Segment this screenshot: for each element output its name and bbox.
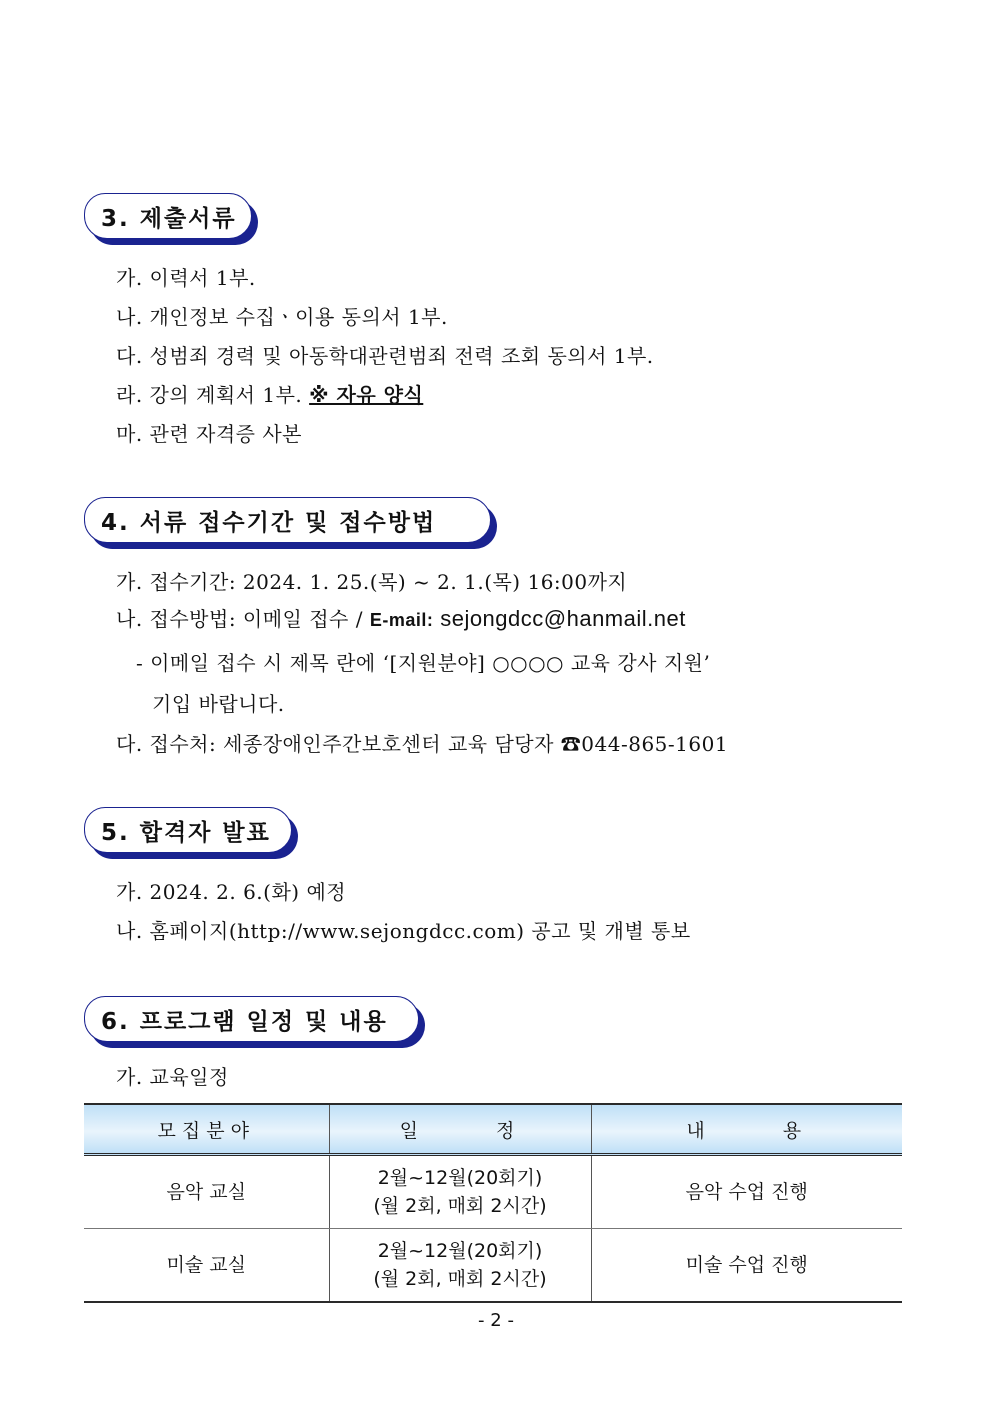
section-6-heading xyxy=(84,996,425,1048)
section-5-heading xyxy=(84,807,298,859)
list-item: 다. 성범죄 경력 및 아동학대관련범죄 전력 조회 동의서 1부. xyxy=(116,344,654,368)
table-row xyxy=(84,1229,902,1303)
email-label: E-mail: xyxy=(369,610,434,630)
list-item xyxy=(116,379,423,408)
section-4-title: 4. 서류 접수기간 및 접수방법 xyxy=(84,497,491,543)
contact-info: 다. 접수처: 세종장애인주간보호센터 교육 담당자 ☎044-865-1601 xyxy=(116,732,729,756)
section-6-title: 6. 프로그램 일정 및 내용 xyxy=(84,996,419,1042)
schedule-frequency: (월 2회, 매회 2시간) xyxy=(373,1268,547,1290)
email-subject-note-cont: 기입 바랍니다. xyxy=(152,692,285,716)
section-4-heading xyxy=(84,497,497,549)
header-field: 모집분야 xyxy=(84,1104,329,1155)
cell-schedule xyxy=(329,1229,591,1303)
header-content: 내 용 xyxy=(591,1104,902,1155)
email-address[interactable]: sejongdcc@hanmail.net xyxy=(440,606,686,631)
list-item: 가. 이력서 1부. xyxy=(116,266,256,290)
cell-field: 음악 교실 xyxy=(84,1155,329,1229)
list-item: 나. 홈페이지(http://www.sejongdcc.com) 공고 및 개별 통보 xyxy=(116,919,691,943)
schedule-frequency: (월 2회, 매회 2시간) xyxy=(373,1195,547,1217)
receipt-method xyxy=(116,603,686,632)
email-subject-note: - 이메일 접수 시 제목 란에 ‘[지원분야] ○○○○ 교육 강사 지원’ xyxy=(136,651,711,675)
table-header-row xyxy=(84,1104,902,1155)
cell-content: 음악 수업 진행 xyxy=(591,1155,902,1229)
schedule-subheading: 가. 교육일정 xyxy=(116,1065,229,1089)
table-row xyxy=(84,1155,902,1229)
method-prefix: 나. 접수방법: 이메일 접수 / xyxy=(116,607,370,631)
page-number: - 2 - xyxy=(478,1310,514,1331)
list-item: 나. 개인정보 수집ㆍ이용 동의서 1부. xyxy=(116,305,448,329)
list-item-text: 라. 강의 계획서 1부. xyxy=(116,383,303,407)
schedule-period: 2월~12월(20회기) xyxy=(377,1167,543,1189)
free-format-note: ※ 자유 양식 xyxy=(309,383,424,407)
section-3-title: 3. 제출서류 xyxy=(84,193,252,239)
cell-field: 미술 교실 xyxy=(84,1229,329,1303)
cell-content: 미술 수업 진행 xyxy=(591,1229,902,1303)
schedule-period: 2월~12월(20회기) xyxy=(377,1240,543,1262)
receipt-period: 가. 접수기간: 2024. 1. 25.(목) ~ 2. 1.(목) 16:00까지 xyxy=(116,570,628,594)
schedule-table xyxy=(84,1103,902,1303)
list-item: 가. 2024. 2. 6.(화) 예정 xyxy=(116,880,347,904)
header-schedule: 일 정 xyxy=(329,1104,591,1155)
section-3-heading xyxy=(84,193,258,245)
section-5-title: 5. 합격자 발표 xyxy=(84,807,292,853)
list-item: 마. 관련 자격증 사본 xyxy=(116,422,302,446)
cell-schedule xyxy=(329,1155,591,1229)
